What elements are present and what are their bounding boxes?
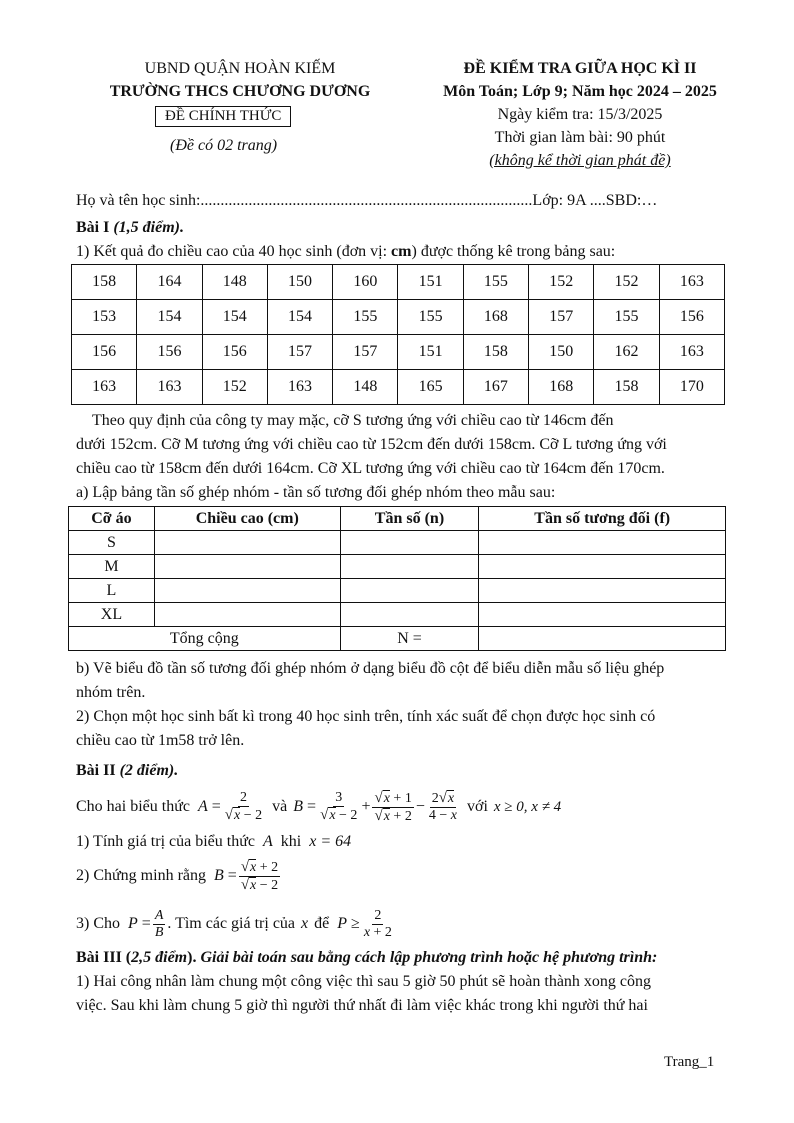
bai1-q1-unit: cm [391, 243, 412, 260]
exam-title: ĐỀ KIỂM TRA GIỮA HỌC KÌ II [463, 60, 697, 77]
district-name: UBND QUẬN HOÀN KIẾM [144, 60, 336, 77]
bai1-q2-line2: chiều cao từ 1m58 trở lên. [76, 732, 245, 749]
bai2-q1-when: khi [280, 833, 302, 850]
bai1-para-line2: dưới 152cm. Cỡ M tương ứng với chiều cao từ 152cm đến dưới 158cm. Cỡ L tương ứng với [76, 436, 667, 453]
header-right [420, 57, 740, 172]
height-cell: 155 [398, 300, 463, 335]
table-cell [479, 579, 726, 603]
frequency-table [68, 506, 726, 651]
bai1-q1-suffix: ) được thống kê trong bảng sau: [411, 243, 616, 260]
size-l: L [69, 579, 155, 603]
table-row [72, 265, 725, 300]
bai2-and: và [272, 798, 288, 815]
height-cell: 156 [137, 335, 202, 370]
exam-duration-note: (không kể thời gian phát đề) [489, 152, 671, 169]
height-cell: 156 [659, 300, 724, 335]
table-row [69, 555, 726, 579]
table-cell [479, 531, 726, 555]
table-row [72, 335, 725, 370]
bai2-q1-text: 1) Tính giá trị của biểu thức [76, 833, 255, 850]
bai3-line1: 1) Hai công nhân làm chung một công việc thì sau 5 giờ 50 phút sẽ hoàn thành xong công [76, 973, 652, 990]
table-row [69, 579, 726, 603]
n-label: N = [340, 627, 479, 651]
freq-header-height: Chiều cao (cm) [154, 507, 340, 531]
height-cell: 162 [594, 335, 659, 370]
exam-date: Ngày kiểm tra: 15/3/2025 [497, 106, 663, 123]
freq-header-relative: Tần số tương đối (f) [479, 507, 726, 531]
exam-duration: Thời gian làm bài: 90 phút [494, 129, 666, 146]
bai3-line2: việc. Sau khi làm chung 5 giờ thì người thứ nhất đi làm việc khác trong khi người thứ hai [76, 997, 648, 1014]
height-cell: 154 [137, 300, 202, 335]
bai2-q3-end: để [314, 915, 330, 932]
bai3-title: Bài III [76, 949, 122, 966]
table-cell [340, 555, 479, 579]
school-name: TRƯỜNG THCS CHƯƠNG DƯƠNG [109, 83, 371, 100]
bai2-q2-text: 2) Chứng minh rằng [76, 867, 206, 884]
header-left [90, 57, 390, 103]
bai1-qb-line1: b) Vẽ biểu đồ tần số tương đối ghép nhóm ở dạng biểu đồ cột để biểu diễn mẫu số liệu ghép [76, 660, 665, 677]
page-number: Trang_1 [664, 1054, 715, 1070]
heights-table [71, 264, 725, 405]
bai2-intro: Cho hai biểu thức [76, 798, 190, 815]
bai2-q3-mid: . Tìm các giá trị của [167, 915, 296, 932]
height-cell: 160 [333, 265, 398, 300]
bai1-qa: a) Lập bảng tần số ghép nhóm - tần số tương đối ghép nhóm theo mẫu sau: [76, 484, 556, 501]
freq-header-size: Cỡ áo [69, 507, 155, 531]
height-cell: 165 [398, 370, 463, 405]
official-exam-box: ĐỀ CHÍNH THỨC [155, 106, 291, 127]
total-row [69, 627, 726, 651]
bai1-heading [76, 216, 720, 239]
bai2-expressions: Cho hai biểu thức A = $\frac{2}{√x - 2}$ và B = $\frac{3}{√x - 2}$ + $\frac{√x + 1}{√x + 2}$ − $\frac{2√x}{4 - x}$ với x ≥ 0, x ≠ 4 [76, 789, 562, 824]
bai2-q3: 3) Cho P = $\frac{A}{B}$ . Tìm các giá trị của x để P ≥ $\frac{2}{x + 2}$ [76, 907, 392, 940]
bai2-q1-value: x = 64 [309, 833, 352, 850]
bai1-points: (1,5 điểm). [113, 219, 184, 236]
bai2-q1: 1) Tính giá trị của biểu thức A khi x = 64 [76, 833, 352, 850]
height-cell: 163 [267, 370, 332, 405]
height-cell: 148 [333, 370, 398, 405]
pages-note: (Đề có 02 trang) [170, 137, 278, 154]
table-row [69, 531, 726, 555]
height-cell: 157 [333, 335, 398, 370]
bai1-title: Bài I [76, 219, 110, 236]
bai2-q3-text: 3) Cho [76, 915, 120, 932]
table-row [72, 300, 725, 335]
bai1-para-line3: chiều cao từ 158cm đến dưới 164cm. Cỡ XL tương ứng với chiều cao từ 164cm đến 170cm. [76, 460, 665, 477]
height-cell: 155 [463, 265, 528, 300]
height-cell: 168 [529, 370, 594, 405]
freq-header-count: Tần số (n) [340, 507, 479, 531]
height-cell: 156 [202, 335, 267, 370]
height-cell: 167 [463, 370, 528, 405]
table-row [69, 603, 726, 627]
height-cell: 153 [72, 300, 137, 335]
height-cell: 151 [398, 335, 463, 370]
height-cell: 163 [659, 265, 724, 300]
bai2-title: Bài II [76, 762, 116, 779]
table-cell [340, 603, 479, 627]
height-cell: 163 [137, 370, 202, 405]
exam-subject: Môn Toán; Lớp 9; Năm học 2024 – 2025 [443, 83, 717, 100]
bai3-instruction: Giải bài toán sau bằng cách lập phương trình hoặc hệ phương trình: [200, 949, 658, 966]
height-cell: 168 [463, 300, 528, 335]
height-cell: 152 [202, 370, 267, 405]
bai2-points: (2 điểm). [119, 762, 179, 779]
size-s: S [69, 531, 155, 555]
height-cell: 148 [202, 265, 267, 300]
student-info-line: Họ và tên học sinh:...................................................................................Lớp: 9A ....SBD:… [76, 192, 658, 209]
expr-a: $\frac{2}{√x - 2}$ [224, 790, 263, 823]
table-cell [154, 603, 340, 627]
table-cell [340, 579, 479, 603]
height-cell: 158 [594, 370, 659, 405]
height-cell: 155 [333, 300, 398, 335]
table-cell [154, 531, 340, 555]
size-xl: XL [69, 603, 155, 627]
bai3-heading: Bài III (2,5 điểm). Giải bài toán sau bằng cách lập phương trình hoặc hệ phương trình: [76, 949, 658, 966]
height-cell: 157 [267, 335, 332, 370]
bai2-with: với [466, 798, 488, 815]
height-cell: 157 [529, 300, 594, 335]
table-cell [340, 531, 479, 555]
table-cell [479, 555, 726, 579]
height-cell: 152 [594, 265, 659, 300]
height-cell: 156 [72, 335, 137, 370]
bai1-q1-prefix: 1) Kết quả đo chiều cao của 40 học sinh (đơn vị: [76, 243, 392, 260]
height-cell: 170 [659, 370, 724, 405]
height-cell: 154 [267, 300, 332, 335]
bai1-qb-line2: nhóm trên. [76, 684, 146, 701]
table-cell [154, 555, 340, 579]
height-cell: 150 [529, 335, 594, 370]
bai1-q1 [76, 240, 720, 263]
height-cell: 151 [398, 265, 463, 300]
table-cell [479, 603, 726, 627]
height-cell: 150 [267, 265, 332, 300]
height-cell: 158 [72, 265, 137, 300]
bai1-para-line1: Theo quy định của công ty may mặc, cỡ S tương ứng với chiều cao từ 146cm đến [92, 412, 614, 429]
total-label: Tổng cộng [69, 627, 341, 651]
bai2-condition: x ≥ 0, x ≠ 4 [493, 798, 562, 815]
bai2-heading [76, 759, 720, 782]
height-cell: 154 [202, 300, 267, 335]
table-cell [479, 627, 726, 651]
height-cell: 163 [659, 335, 724, 370]
bai1-q2-line1: 2) Chọn một học sinh bất kì trong 40 học sinh trên, tính xác suất để chọn được học sinh có [76, 708, 656, 725]
height-cell: 152 [529, 265, 594, 300]
size-m: M [69, 555, 155, 579]
bai3-points: 2,5 điểm [131, 949, 188, 966]
table-cell [154, 579, 340, 603]
height-cell: 155 [594, 300, 659, 335]
height-cell: 163 [72, 370, 137, 405]
height-cell: 158 [463, 335, 528, 370]
height-cell: 164 [137, 265, 202, 300]
table-row [72, 370, 725, 405]
bai2-q2: 2) Chứng minh rằng B = $\frac{√x + 2}{√x - 2}$ [76, 858, 279, 893]
